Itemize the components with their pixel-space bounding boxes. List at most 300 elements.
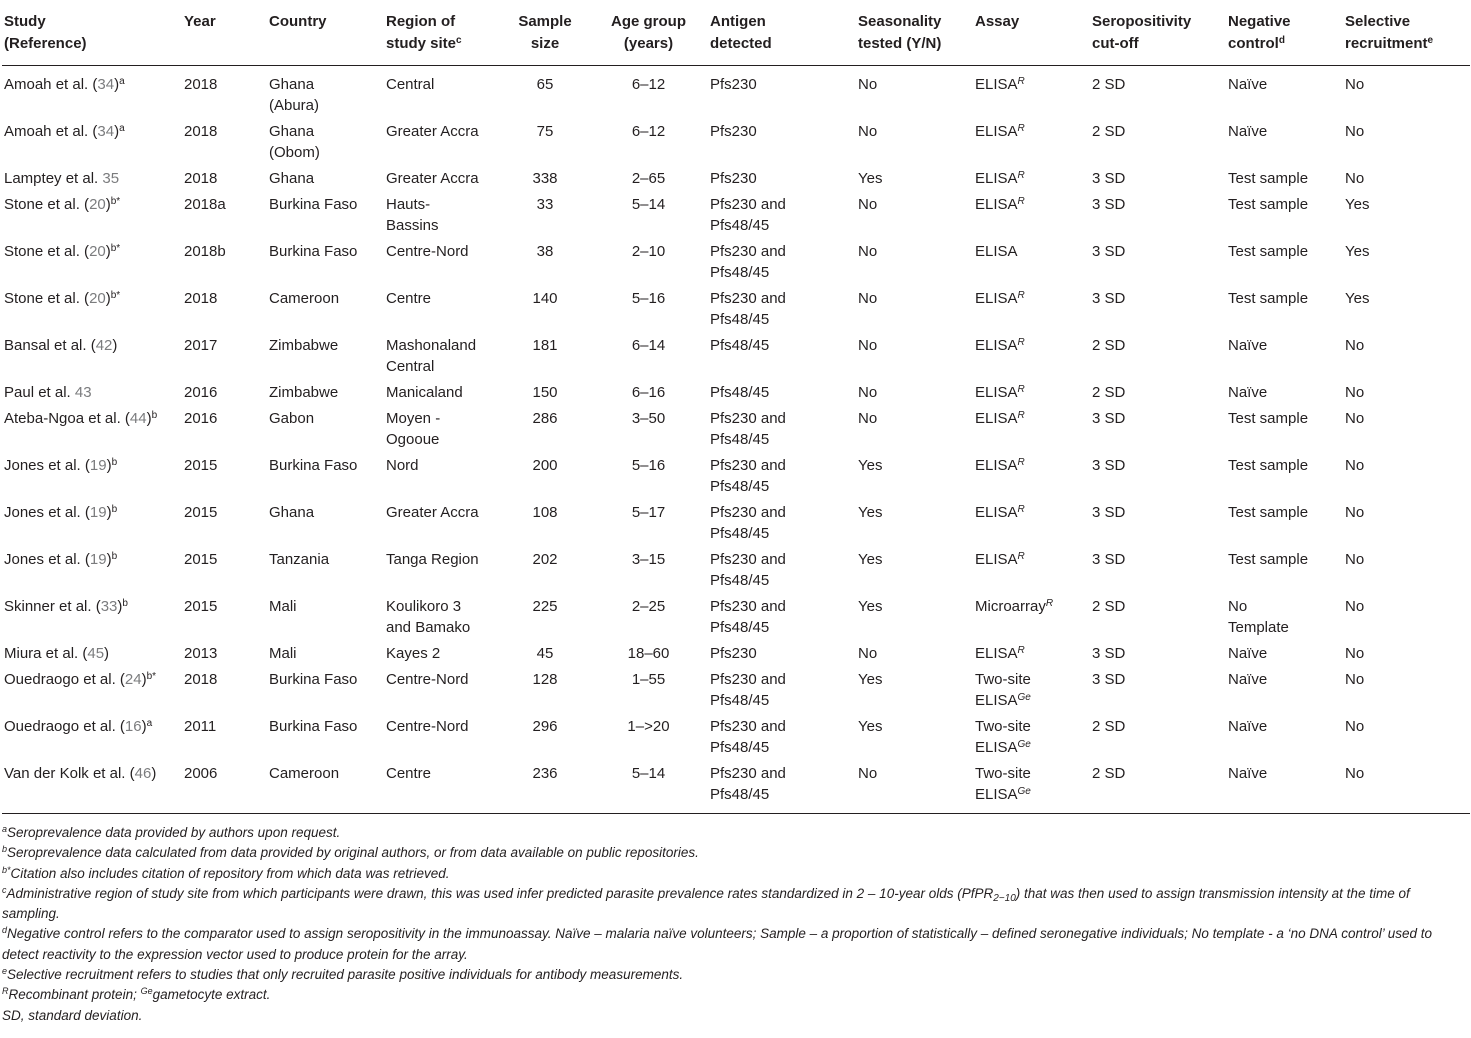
study-reference-close: ): [106, 551, 112, 568]
antigen-line: Pfs230 and: [710, 243, 786, 260]
study-reference: 34: [97, 123, 115, 140]
cell-country: [267, 497, 384, 544]
study-footnote-mark: b: [111, 551, 118, 562]
cell-study: [2, 664, 182, 711]
cell-assay: [973, 283, 1090, 330]
assay-footnote-mark: R: [1017, 337, 1025, 348]
region-line: Centre-Nord: [386, 671, 469, 688]
control-line: Test sample: [1228, 410, 1309, 427]
study-reference: 16: [124, 718, 142, 735]
cell-region: [384, 403, 501, 450]
study-author: Jones et al. (: [4, 551, 90, 568]
cell-country: [267, 664, 384, 711]
region-line: Nord: [386, 457, 419, 474]
cell-negative-control: [1226, 638, 1343, 664]
cell-region: [384, 664, 501, 711]
cell-sample-size: 150: [532, 384, 558, 401]
region-line: Centre-Nord: [386, 718, 469, 735]
cell-negative-control: [1226, 66, 1343, 117]
cell-year: 2015: [184, 551, 218, 568]
cell-age-group: 5–16: [631, 457, 666, 474]
study-reference-close: ): [117, 598, 123, 615]
cell-region: [384, 283, 501, 330]
cell-selective-recruitment: No: [1345, 504, 1365, 521]
cell-age-group: 5–14: [591, 758, 708, 814]
table-row: [2, 638, 1470, 664]
control-line: Test sample: [1228, 243, 1309, 260]
antigen-line: Pfs48/45: [710, 264, 770, 281]
control-line: Naïve: [1228, 645, 1268, 662]
assay-footnote-mark: Ge: [1017, 786, 1031, 797]
cell-sample-size: 33: [536, 196, 554, 213]
region-line: Centre: [386, 765, 432, 782]
footnote-r: $^R$Recombinant protein; $^{Ge}$gametocyte extract.: [2, 986, 271, 1003]
antigen-line: Pfs230: [710, 76, 757, 93]
footnote-b-star: $^{b*}$Citation also includes citation of repository from which data was retrieved.: [2, 864, 450, 881]
cell-antigen: [708, 497, 856, 544]
cell-region: [384, 377, 501, 403]
table-row: [2, 163, 1470, 189]
cell-cutoff: 2 SD: [1092, 598, 1126, 615]
cell-antigen: [708, 403, 856, 450]
cell-negative-control: [1226, 330, 1343, 377]
study-author: Stone et al. (: [4, 290, 90, 307]
column-header-footnote-mark: d: [1278, 35, 1285, 46]
antigen-line: Pfs230: [710, 170, 757, 187]
cell-age-group: 2–65: [631, 170, 666, 187]
cell-region: [384, 189, 501, 236]
antigen-line: Pfs230 and: [710, 598, 786, 615]
country-line: (Obom): [269, 144, 320, 161]
study-reference: 45: [87, 645, 105, 662]
cell-negative-control: [1226, 711, 1343, 758]
cell-year: 2016: [184, 384, 218, 401]
region-line: Kayes 2: [386, 645, 441, 662]
cell-selective-recruitment: No: [1343, 758, 1470, 814]
cell-cutoff: 2 SD: [1092, 76, 1126, 93]
column-header-line2: cut-off: [1092, 35, 1139, 52]
antigen-line: Pfs48/45: [710, 572, 770, 589]
cell-selective-recruitment: No: [1345, 718, 1365, 735]
cell-seasonality: Yes: [858, 504, 883, 521]
study-reference-close: ): [114, 76, 120, 93]
country-line: Tanzania: [269, 551, 330, 568]
assay-line: ELISA: [975, 551, 1018, 568]
study-reference-close: ): [106, 504, 112, 521]
assay-footnote-mark: Ge: [1017, 692, 1031, 703]
study-footnote-mark: b: [151, 410, 158, 421]
cell-country: [267, 450, 384, 497]
cell-study: [2, 638, 182, 664]
table-row: [2, 189, 1470, 236]
antigen-line: Pfs230 and: [710, 504, 786, 521]
cell-study: [2, 116, 182, 163]
cell-age-group: 6–12: [631, 123, 666, 140]
region-line: Greater Accra: [386, 170, 479, 187]
cell-assay: [973, 403, 1090, 450]
country-line: Cameroon: [269, 765, 340, 782]
footnote-c: $^c$Administrative region of study site from which participants were drawn, this was used infer predicted parasite prevalence rates standardized in 2 – 10-year olds (PfPR$_{2-10}$) that was then used to assign transmission intensity at the time of sampling.: [2, 884, 1410, 922]
region-line: Koulikoro 3: [386, 598, 462, 615]
cell-study: [2, 497, 182, 544]
column-header-line1: Country: [269, 13, 327, 30]
cell-year: 2018: [184, 290, 218, 307]
antigen-line: Pfs48/45: [710, 692, 770, 709]
cell-year: 2018a: [184, 196, 226, 213]
table-row: [2, 66, 1470, 117]
cell-year: 2017: [184, 337, 218, 354]
assay-line: ELISA: [975, 123, 1018, 140]
study-author: Ouedraogo et al. (: [4, 671, 125, 688]
cell-sample-size: 45: [536, 645, 554, 662]
study-footnote-mark: a: [146, 718, 153, 729]
assay-footnote-mark: R: [1017, 196, 1025, 207]
antigen-line: Pfs230 and: [710, 718, 786, 735]
assay-line: ELISA: [975, 692, 1018, 709]
antigen-line: Pfs230 and: [710, 196, 786, 213]
control-line: Naïve: [1228, 123, 1268, 140]
country-line: (Abura): [269, 97, 320, 114]
region-line: and Bamako: [386, 619, 471, 636]
cell-cutoff: 3 SD: [1092, 457, 1126, 474]
study-reference-close: ): [105, 290, 111, 307]
cell-selective-recruitment: No: [1345, 384, 1365, 401]
cell-selective-recruitment: No: [1345, 170, 1365, 187]
study-reference: 20: [89, 243, 106, 260]
cell-negative-control: [1226, 450, 1343, 497]
study-author: Lamptey et al.: [4, 170, 103, 187]
region-line: Manicaland: [386, 384, 463, 401]
cell-age-group: 6–14: [631, 337, 666, 354]
cell-selective-recruitment: No: [1345, 551, 1365, 568]
study-footnote-mark: b*: [110, 290, 121, 301]
region-line: Ogoouе: [386, 431, 440, 448]
table-row: [2, 403, 1470, 450]
cell-sample-size: 338: [532, 170, 558, 187]
cell-region: [384, 66, 501, 117]
cell-seasonality: Yes: [858, 551, 883, 568]
column-header: [1090, 0, 1226, 66]
assay-line: ELISA: [975, 384, 1018, 401]
header-row: [2, 0, 1470, 66]
assay-footnote-mark: R: [1017, 410, 1025, 421]
column-header: [182, 0, 267, 66]
antigen-line: Pfs48/45: [710, 525, 770, 542]
cell-seasonality: No: [858, 123, 878, 140]
region-line: Centre-Nord: [386, 243, 469, 260]
cell-study: [2, 236, 182, 283]
region-line: Bassins: [386, 217, 439, 234]
cell-assay: [973, 163, 1090, 189]
study-footnote-mark: b*: [146, 671, 157, 682]
country-line: Burkina Faso: [269, 196, 358, 213]
cell-cutoff: 3 SD: [1092, 671, 1126, 688]
cell-age-group: 1–>20: [627, 718, 670, 735]
column-header: [856, 0, 973, 66]
cell-selective-recruitment: Yes: [1345, 290, 1370, 307]
antigen-line: Pfs230 and: [710, 410, 786, 427]
table-row: [2, 330, 1470, 377]
cell-cutoff: 2 SD: [1092, 123, 1126, 140]
cell-country: [267, 591, 384, 638]
cell-year: 2015: [184, 504, 218, 521]
region-line: Greater Accra: [386, 504, 479, 521]
column-header: [1226, 0, 1343, 66]
cell-negative-control: [1226, 403, 1343, 450]
cell-selective-recruitment: Yes: [1345, 243, 1370, 260]
cell-antigen: [708, 66, 856, 117]
cell-country: [267, 544, 384, 591]
cell-assay: [973, 236, 1090, 283]
cell-cutoff: 3 SD: [1092, 410, 1126, 427]
assay-line: ELISA: [975, 337, 1018, 354]
cell-region: [384, 497, 501, 544]
cell-seasonality: No: [858, 290, 878, 307]
cell-region: [384, 638, 501, 664]
footnote-a: $^a$Seroprevalence data provided by authors upon request.: [2, 824, 341, 840]
column-header-line2: size: [530, 35, 560, 52]
study-author: Paul et al.: [4, 384, 75, 401]
antigen-line: Pfs48/45: [710, 739, 770, 756]
cell-assay: [973, 377, 1090, 403]
cell-selective-recruitment: No: [1345, 671, 1365, 688]
footnote-d: $^d$Negative control refers to the comparator used to assign seropositivity in the immunoassay. Naïve – malaria naïve volunteers; Sample – a proportion of statistically – defined seronegative individuals; No template - a ‘no DNA control’ used to detect reactivity to the expression vector used to produce protein for the array.: [2, 925, 1432, 962]
study-reference: 20: [89, 290, 106, 307]
study-reference: 43: [74, 384, 92, 401]
cell-sample-size: 200: [532, 457, 558, 474]
cell-study: [2, 283, 182, 330]
cell-negative-control: [1226, 377, 1343, 403]
cell-selective-recruitment: No: [1345, 337, 1365, 354]
cell-assay: [973, 591, 1090, 638]
control-line: Test sample: [1228, 457, 1309, 474]
table-row: [2, 450, 1470, 497]
cell-antigen: [708, 758, 856, 814]
control-line: Naïve: [1228, 337, 1268, 354]
cell-seasonality: No: [858, 196, 878, 213]
cell-seasonality: No: [858, 76, 878, 93]
assay-footnote-mark: R: [1017, 123, 1025, 134]
table-row: [2, 283, 1470, 330]
study-reference: 46: [134, 765, 152, 782]
cell-cutoff: 2 SD: [1090, 758, 1226, 814]
assay-line: ELISA: [975, 410, 1018, 427]
cell-negative-control: [1226, 283, 1343, 330]
cell-antigen: [708, 163, 856, 189]
study-author: Van der Kolk et al. (: [4, 765, 135, 782]
cell-study: [2, 403, 182, 450]
cell-seasonality: No: [858, 243, 878, 260]
column-header: [267, 0, 384, 66]
table-row: [2, 236, 1470, 283]
table-row: [2, 591, 1470, 638]
cell-region: [384, 236, 501, 283]
cell-cutoff: 3 SD: [1092, 170, 1126, 187]
cell-seasonality: Yes: [858, 598, 883, 615]
study-author: Amoah et al. (: [4, 76, 98, 93]
table-row: [2, 711, 1470, 758]
cell-negative-control: [1226, 163, 1343, 189]
region-line: Greater Accra: [386, 123, 479, 140]
column-header-line1: Antigen: [710, 13, 766, 30]
column-header-line1: Seropositivity: [1092, 13, 1192, 30]
cell-antigen: [708, 283, 856, 330]
region-line: Moyen -: [386, 410, 441, 427]
study-reference: 35: [102, 170, 120, 187]
column-header-line1: Study: [4, 13, 46, 30]
table-row: [2, 116, 1470, 163]
cell-assay: [973, 116, 1090, 163]
cell-antigen: [708, 664, 856, 711]
cell-study: [2, 189, 182, 236]
cell-seasonality: No: [858, 337, 878, 354]
cell-age-group: 5–16: [631, 290, 666, 307]
country-line: Mali: [269, 645, 297, 662]
country-line: Cameroon: [269, 290, 340, 307]
cell-seasonality: No: [856, 758, 973, 814]
cell-cutoff: 2 SD: [1092, 337, 1126, 354]
assay-line: ELISA: [975, 645, 1018, 662]
cell-assay: [973, 544, 1090, 591]
cell-country: [267, 711, 384, 758]
cell-country: [267, 330, 384, 377]
assay-footnote-mark: R: [1045, 598, 1054, 609]
country-line: Zimbabwe: [269, 337, 339, 354]
footnote-e: $^e$Selective recruitment refers to studies that only recruited parasite positive individuals for antibody measurements.: [2, 966, 684, 983]
cell-assay: [973, 330, 1090, 377]
cell-seasonality: No: [858, 645, 878, 662]
region-line: Central: [386, 76, 435, 93]
antigen-line: Pfs48/45: [710, 311, 770, 328]
cell-cutoff: 3 SD: [1092, 504, 1126, 521]
antigen-line: Pfs230 and: [710, 457, 786, 474]
cell-antigen: [708, 330, 856, 377]
country-line: Zimbabwe: [269, 384, 339, 401]
study-footnote-mark: b: [122, 598, 128, 609]
cell-age-group: 5–14: [631, 196, 666, 213]
cell-negative-control: [1226, 116, 1343, 163]
cell-sample-size: 38: [536, 243, 554, 260]
column-header-line1: Year: [184, 13, 216, 30]
column-header: [708, 0, 856, 66]
country-line: Gabon: [269, 410, 315, 427]
cell-country: [267, 758, 384, 814]
cell-study: [2, 377, 182, 403]
cell-seasonality: Yes: [858, 671, 883, 688]
cell-negative-control: [1226, 189, 1343, 236]
cell-cutoff: 2 SD: [1092, 384, 1126, 401]
cell-seasonality: Yes: [858, 457, 883, 474]
table-row: [2, 664, 1470, 711]
cell-year: 2015: [184, 457, 218, 474]
cell-seasonality: No: [858, 410, 878, 427]
column-header-line1: Negative: [1228, 13, 1291, 30]
study-author: Skinner et al. (: [4, 598, 101, 615]
study-reference-close: ): [104, 645, 110, 662]
assay-line: ELISA: [975, 739, 1018, 756]
cell-country: [267, 163, 384, 189]
assay-line: Two-site: [975, 718, 1031, 735]
cell-country: [267, 283, 384, 330]
cell-year: 2015: [184, 598, 218, 615]
antigen-line: Pfs48/45: [710, 384, 770, 401]
cell-study: [2, 711, 182, 758]
column-header-line2: detected: [710, 35, 772, 52]
cell-year: 2018: [184, 671, 218, 688]
assay-line: ELISA: [975, 457, 1018, 474]
cell-sample-size: 296: [532, 718, 558, 735]
antigen-line: Pfs48/45: [710, 337, 770, 354]
cell-age-group: 1–55: [631, 671, 666, 688]
column-header-line2: tested (Y/N): [858, 35, 942, 52]
antigen-line: Pfs48/45: [710, 217, 770, 234]
study-author: Amoah et al. (: [4, 123, 98, 140]
cell-antigen: [708, 377, 856, 403]
control-line: Naïve: [1228, 76, 1268, 93]
study-author: Stone et al. (: [4, 196, 90, 213]
column-header: [2, 0, 182, 66]
study-reference: 24: [124, 671, 142, 688]
cell-study: [2, 66, 182, 117]
control-line: Test sample: [1228, 196, 1309, 213]
cell-selective-recruitment: No: [1345, 123, 1365, 140]
antigen-line: Pfs230 and: [710, 551, 786, 568]
cell-antigen: [708, 450, 856, 497]
cell-negative-control: [1226, 544, 1343, 591]
study-footnote-mark: b: [111, 457, 118, 468]
cell-assay: [973, 711, 1090, 758]
column-header-footnote-mark: e: [1427, 35, 1434, 46]
cell-year: 2018b: [184, 243, 226, 260]
assay-footnote-mark: R: [1017, 504, 1025, 515]
cell-cutoff: 3 SD: [1092, 645, 1126, 662]
cell-assay: [973, 497, 1090, 544]
antigen-line: Pfs48/45: [710, 619, 770, 636]
column-header: [384, 0, 501, 66]
cell-region: [384, 544, 501, 591]
cell-negative-control: [1226, 497, 1343, 544]
region-line: Hauts-: [386, 196, 431, 213]
region-line: Centre: [386, 290, 432, 307]
cell-age-group: 18–60: [627, 645, 670, 662]
cell-sample-size: 65: [536, 76, 554, 93]
column-header-line1: Selective: [1345, 13, 1411, 30]
control-line: Test sample: [1228, 170, 1309, 187]
country-line: Burkina Faso: [269, 671, 358, 688]
cell-region: [384, 711, 501, 758]
cell-negative-control: [1226, 591, 1343, 638]
cell-cutoff: 3 SD: [1092, 290, 1126, 307]
assay-footnote-mark: R: [1017, 384, 1025, 395]
column-header-line1: Sample: [518, 13, 572, 30]
cell-negative-control: [1226, 664, 1343, 711]
cell-assay: [973, 758, 1090, 814]
column-header-line2: study site: [386, 35, 457, 52]
control-line: Naïve: [1228, 718, 1268, 735]
cell-sample-size: 236: [501, 758, 591, 814]
region-line: Central: [386, 358, 435, 375]
assay-line: Two-site: [975, 671, 1031, 688]
study-reference-close: ): [112, 337, 118, 354]
footnote-sd: SD, standard deviation.: [2, 1007, 143, 1023]
cell-antigen: [708, 189, 856, 236]
study-footnote-mark: a: [119, 123, 125, 134]
country-line: Ghana: [269, 170, 315, 187]
cell-study: [2, 163, 182, 189]
cell-assay: [973, 664, 1090, 711]
assay-footnote-mark: R: [1017, 551, 1025, 562]
column-header-line1: Seasonality: [858, 13, 942, 30]
